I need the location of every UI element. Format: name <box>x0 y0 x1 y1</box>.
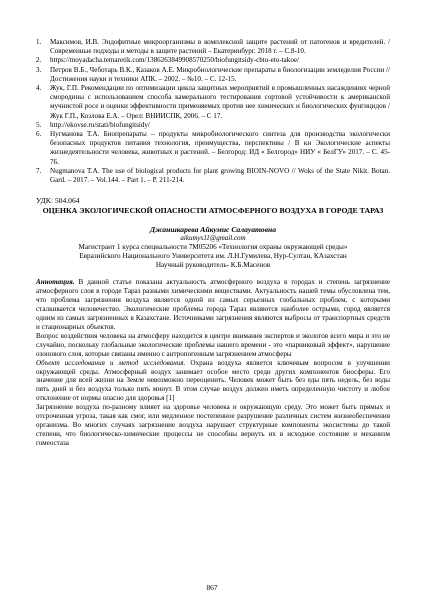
reference-item: 2. https://moyadacha.temaretik.com/1386263849908570250/biofungitsidy-chto-eto-takoe/ <box>36 56 300 65</box>
body-paragraph: Вопрос воздействия человека на атмосферу находится в центре внимания экспертов и экологов всего мира и это не случайно, поскольку глобальные экологические проблемы нашего времени - это «парниковый эффект», нарушение озонового слоя, которые связаны именно с антропогенным загрязнением атмосферы <box>36 331 390 358</box>
article-title: ОЦЕНКА ЭКОЛОГИЧЕСКОЙ ОПАСНОСТИ АТМОСФЕРНОГО ВОЗДУХА В ГОРОДЕ ТАРАЗ <box>42 206 384 216</box>
reference-link[interactable]: http://ekovse.ru/stati/biofungitsidy/ <box>50 120 150 129</box>
article-body <box>36 278 390 447</box>
udk-code: УДК: 504.064 <box>36 196 80 206</box>
method-label: Объект исследования и метод исследования. <box>36 358 186 367</box>
author-name: Джаншкарева Айкумис Салауатовна <box>149 224 276 234</box>
reference-item: 5. http://ekovse.ru/stati/biofungitsidy/ <box>36 120 150 129</box>
reference-item: 3. Петров В.Б., Чеботарь В.К., Казаков А.Е. Микробиологические препараты в биологизации земледелия России // Достижения науки и техники АПК. – 2002. – №10. – С. 12-15. <box>36 65 390 83</box>
author-email[interactable]: aikumys11@gmail.com <box>180 233 246 242</box>
page-number: 867 <box>206 583 218 592</box>
abstract-label: Аннотация. <box>36 278 75 287</box>
author-position: Магистрант 1 курса специальности 7М05206 «Технология охраны окружающей среды» <box>78 242 348 251</box>
reference-list <box>36 38 390 185</box>
method-paragraph: Объект исследования и метод исследования. Охрана воздуха является ключевым вопросом в улучшении окружающей среды. Атмосферный воздух занимает особое место среди других компонентов биосферы. Его значение для всей жизни на Земле невозможно переоценить. Человек может быть без еды пять недель, без воды пять дней и без воздуха только пять минут. В этом случае воздух должен иметь определенную чистоту и любое отклонение от нормы опасно для здоровья [1] <box>36 358 390 403</box>
reference-item: 1. Максимов, И.В. Эндофитные микроорганизмы в комплексной защите растений от патогенов и вредителей. / Современные подходы и методы в защите растений – Екатеринбург. 2018 г. – С.8-10. <box>36 38 390 56</box>
reference-link[interactable]: https://moyadacha.temaretik.com/1386263849908570250/biofungitsidy-chto-eto-takoe/ <box>50 56 300 65</box>
reference-item: 6. Нугманова Т.А. Биопрепараты – продукты микробиологического синтеза для производства экологически безопасных продуктов питания технология, преимущества, перспективы / В кн Экологические аспекты жизнедеятельности человека, животных и растений. – Белгород: ИД « Белгород» НИУ « БелГУ» 2017. – С. 45-76. <box>36 130 390 166</box>
supervisor: Научный руководитель- К.Б.Масенов <box>155 261 271 270</box>
reference-item: 4. Жук, Г.П. Рекомендации по оптимизации цикла защитных мероприятий в промышленных насаждениях черной смородины с использованием способа камерального тестирования сортовой устойчивости к американской мучнистой росе и оценки эффективности применяемых против нее химических и биологических фунгицидов / Жук Г.П., Козлова Е.А. – Орел: ВНИИСПК, 2006. – С 17. <box>36 84 390 120</box>
author-university: Евразийского Национального Университета им. Л.Н.Гумилева, Нур-Султан, КАзахстан <box>79 252 347 261</box>
abstract-paragraph: Аннотация. В данной статье показана актуальность атмосферного воздуха в городах и степень загрязнение атмосферного слоя в городе Тараз разными химическими веществами. Актуальность нашей темы обусловлена тем, что проблема загрязнения воздуха является одной из самых серьезных глобальных проблем, с которыми сталкивается человечество. Экологические проблемы города Тараз являются наиболее острыми, город является одним из самых загрязненных в Казахстане. Источниками загрязнения являются выбросы от транспортных средств и стационарных объектов. <box>36 278 390 331</box>
reference-item: 7. Nugmanova T.A. The use of biological products for plant growing BIOIN-NOVO // Woks of the State Nikit. Botan. Gard. – 2017. – Vol.144. – Part 1. – P. 211-214. <box>36 166 390 185</box>
body-paragraph: Загрязнение воздуха по-разному влияет на здоровье человека и окружающую среду. Это может быть прямых и отсроченная угроза, такая как смог, или медленное постепенное разрушение различных систем жизнеобеспечения организма. Во многих случаях загрязнение воздуха нарушает структурные компоненты экосистемы до такой степени, что биологическо-химические процессы не способны вернуть их в исходное состояние и механизм гомеостаза <box>36 403 390 447</box>
